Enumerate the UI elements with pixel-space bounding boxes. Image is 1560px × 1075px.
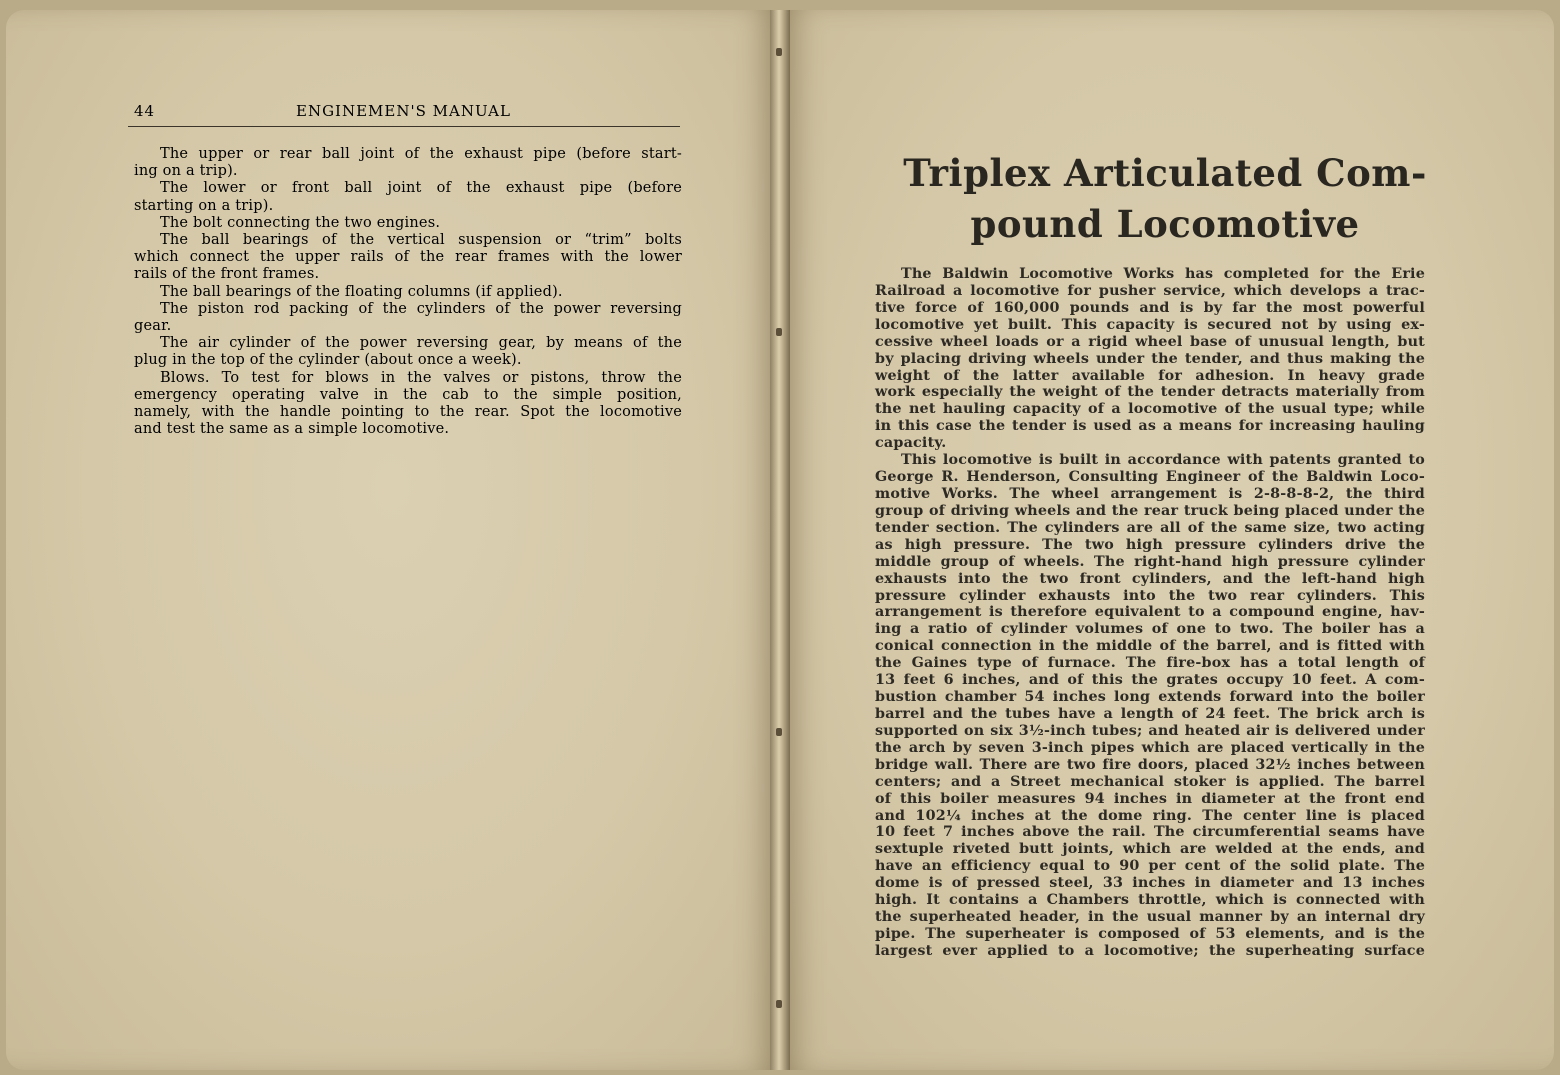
article-title-line: Triplex Articulated Com-: [903, 151, 1427, 195]
text-line: The piston rod packing of the cylinders of the power reversing: [160, 300, 682, 317]
binding-stitch: [776, 48, 782, 56]
text-line: pressure cylinder exhausts into the two rear cylinders. This: [875, 587, 1425, 604]
page-number: 44: [134, 102, 156, 120]
text-line: emergency operating valve in the cab to the simple position,: [134, 386, 682, 403]
text-line: 13 feet 6 inches, and of this the grates occupy 10 feet. A com-: [875, 672, 1425, 689]
text-line: pipe. The superheater is composed of 53 elements, and is the: [875, 925, 1425, 942]
article-title-line: pound Locomotive: [970, 202, 1360, 246]
text-line: group of driving wheels and the rear truck being placed under the: [875, 502, 1425, 519]
text-line: bridge wall. There are two fire doors, placed 32½ inches between: [875, 756, 1425, 773]
text-line: plug in the top of the cylinder (about once a week).: [134, 352, 522, 369]
text-line: namely, with the handle pointing to the rear. Spot the locomotive: [134, 404, 682, 421]
text-line: dome is of pressed steel, 33 inches in diameter and 13 inches: [875, 875, 1425, 892]
right-page-body: [875, 266, 1425, 960]
text-line: have an efficiency equal to 90 per cent of the solid plate. The: [875, 858, 1425, 875]
text-line: Railroad a locomotive for pusher service, which develops a trac-: [875, 282, 1425, 299]
text-line: ing on a trip).: [134, 163, 238, 180]
text-line: tive force of 160,000 pounds and is by far the most powerful: [875, 299, 1425, 316]
text-line: The upper or rear ball joint of the exhaust pipe (before start-: [160, 146, 682, 162]
text-line: arrangement is therefore equivalent to a compound engine, hav-: [875, 604, 1425, 621]
text-line: locomotive yet built. This capacity is secured not by using ex-: [875, 316, 1425, 333]
text-line: bustion chamber 54 inches long extends forward into the boiler: [875, 689, 1425, 706]
text-line: The air cylinder of the power reversing gear, by means of the: [160, 335, 682, 352]
text-line: high. It contains a Chambers throttle, which is connected with: [875, 892, 1425, 909]
text-line: 10 feet 7 inches above the rail. The circumferential seams have: [875, 824, 1425, 841]
text-line: tender section. The cylinders are all of the same size, two acting: [875, 519, 1425, 536]
text-line: which connect the upper rails of the rear frames with the lower: [134, 249, 682, 266]
text-line: George R. Henderson, Consulting Engineer of the Baldwin Loco-: [875, 469, 1425, 486]
text-line: cessive wheel loads or a rigid wheel base of unusual length, but: [875, 333, 1425, 350]
text-line: This locomotive is built in accordance with patents granted to: [901, 452, 1425, 469]
text-line: exhausts into the two front cylinders, and the left-hand high: [875, 570, 1425, 587]
text-line: centers; and a Street mechanical stoker is applied. The barrel: [875, 773, 1425, 790]
text-line: supported on six 3½-inch tubes; and heated air is delivered under: [875, 722, 1425, 739]
text-line: and test the same as a simple locomotive.: [134, 421, 450, 438]
text-line: by placing driving wheels under the tender, and thus making the: [875, 350, 1425, 367]
binding-stitch: [776, 1000, 782, 1008]
text-line: motive Works. The wheel arrangement is 2-8-8-8-2, the third: [875, 485, 1425, 502]
running-head: [128, 102, 680, 127]
text-line: the Gaines type of furnace. The fire-box has a total length of: [875, 655, 1425, 672]
binding-stitch: [776, 728, 782, 736]
text-line: capacity.: [875, 435, 947, 452]
article-title: [870, 148, 1460, 250]
text-line: The ball bearings of the vertical suspension or “trim” bolts: [160, 232, 682, 249]
text-line: rails of the front frames.: [134, 266, 320, 283]
book-gutter: [770, 10, 790, 1070]
binding-stitch: [776, 328, 782, 336]
text-line: the arch by seven 3-inch pipes which are placed vertically in the: [875, 739, 1425, 756]
text-line: conical connection in the middle of the barrel, and is fitted with: [875, 638, 1425, 655]
text-line: barrel and the tubes have a length of 24 feet. The brick arch is: [875, 705, 1425, 722]
text-line: middle group of wheels. The right-hand high pressure cylinder: [875, 553, 1425, 570]
text-line: the superheated header, in the usual manner by an internal dry: [875, 909, 1425, 926]
running-title: ENGINEMEN'S MANUAL: [296, 102, 511, 120]
text-line: The Baldwin Locomotive Works has completed for the Erie: [901, 266, 1425, 282]
text-line: largest ever applied to a locomotive; the superheating surface: [875, 942, 1425, 959]
text-line: of this boiler measures 94 inches in diameter at the front end: [875, 790, 1425, 807]
text-line: The ball bearings of the floating columns (if applied).: [160, 283, 563, 300]
text-line: Blows. To test for blows in the valves or pistons, throw the: [160, 369, 682, 386]
text-line: sextuple riveted butt joints, which are welded at the ends, and: [875, 841, 1425, 858]
text-line: in this case the tender is used as a means for increasing hauling: [875, 418, 1425, 435]
text-line: and 102¼ inches at the dome ring. The center line is placed: [875, 807, 1425, 824]
left-page-body: [134, 146, 682, 438]
text-line: the net hauling capacity of a locomotive of the usual type; while: [875, 401, 1425, 418]
text-line: The lower or front ball joint of the exhaust pipe (before: [160, 180, 682, 197]
text-line: as high pressure. The two high pressure cylinders drive the: [875, 536, 1425, 553]
text-line: ing a ratio of cylinder volumes of one to two. The boiler has a: [875, 621, 1425, 638]
text-line: work especially the weight of the tender detracts materially from: [875, 384, 1425, 401]
text-line: gear.: [134, 318, 172, 335]
text-line: starting on a trip).: [134, 197, 274, 214]
text-line: weight of the latter available for adhesion. In heavy grade: [875, 367, 1425, 384]
text-line: The bolt connecting the two engines.: [160, 214, 441, 231]
